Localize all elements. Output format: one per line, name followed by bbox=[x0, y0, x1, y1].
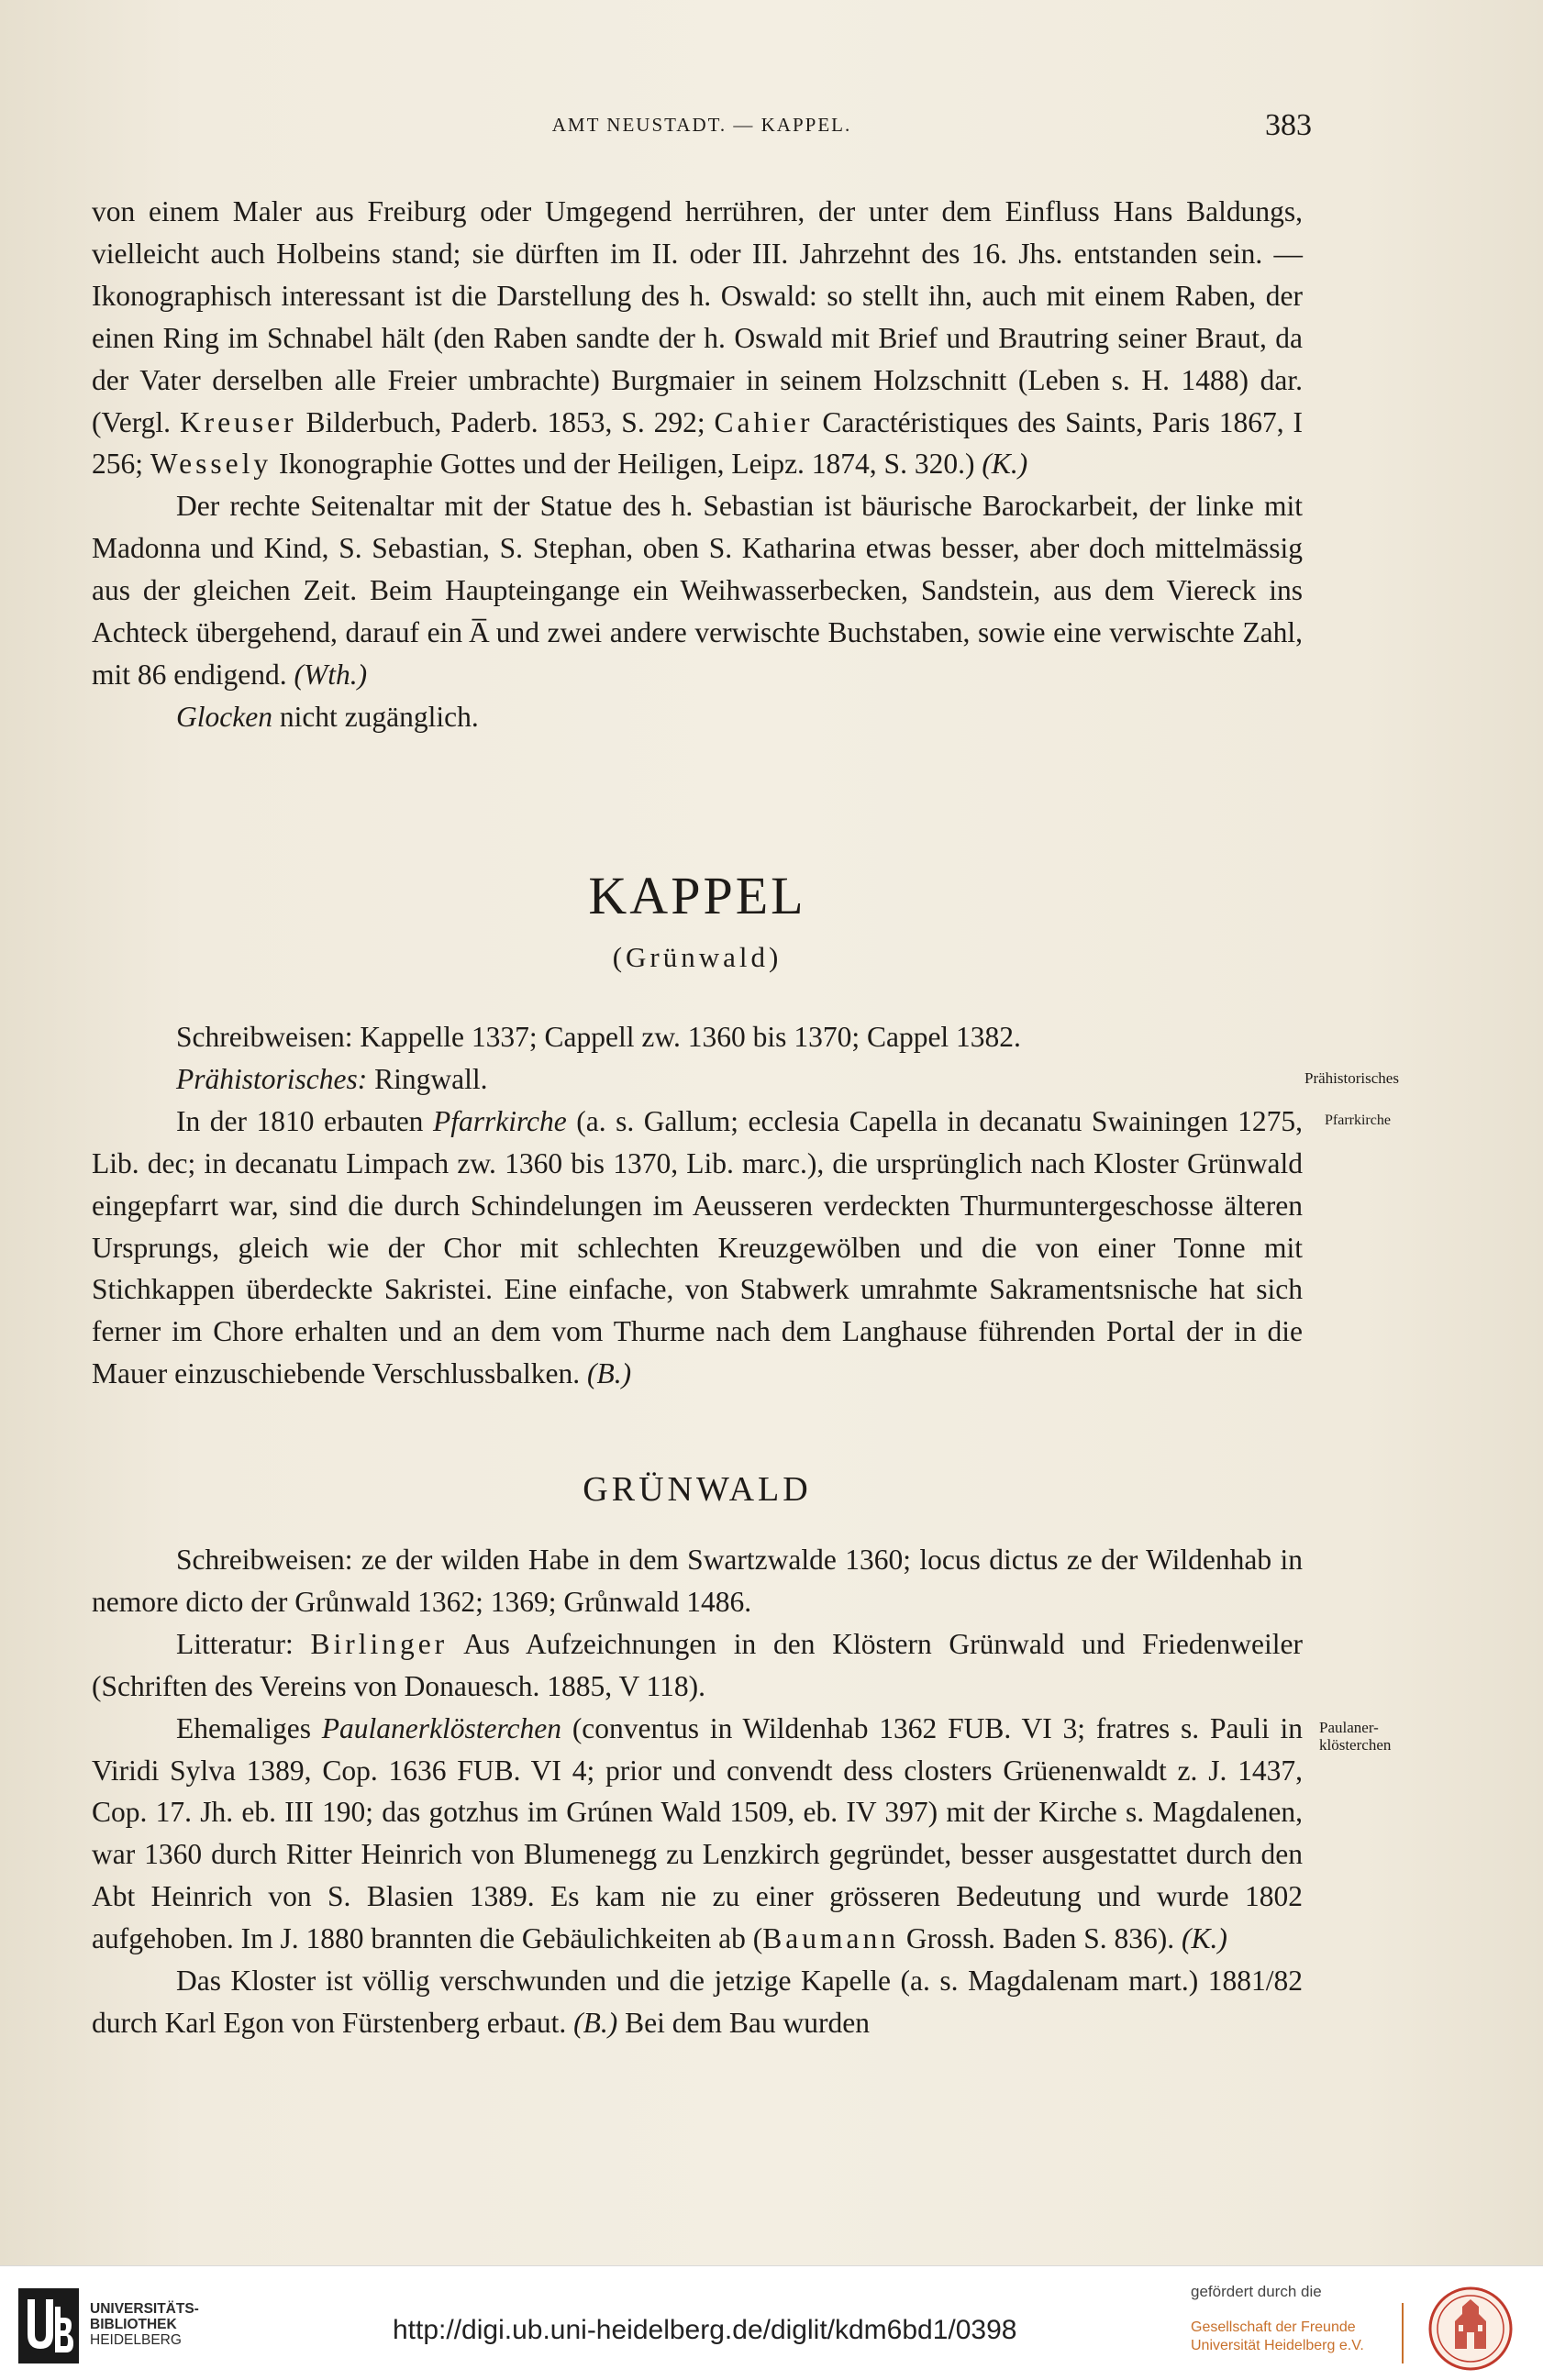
page-number: 383 bbox=[1265, 108, 1312, 142]
running-title: AMT NEUSTADT. — KAPPEL. bbox=[551, 114, 852, 136]
author-cahier: Cahier bbox=[714, 405, 814, 438]
university-library-logo-icon bbox=[18, 2288, 79, 2363]
paragraph-praehistorisches: Prähistorisches: Ringwall. bbox=[176, 1062, 488, 1095]
margin-note-pfarrkirche: Pfarrkirche bbox=[1325, 1113, 1391, 1128]
permalink-url[interactable]: http://digi.ub.uni-heidelberg.de/diglit/kdm6bd1/0398 bbox=[393, 2315, 1017, 2345]
paragraph-pfarrkirche: In der 1810 erbauten Pfarrkirche (a. s. Gallum; ecclesia Capella in decanatu Swainingen 1275, Lib. dec; in decanatu Limpach zw. 1360 bis 1370, Lib. marc.), die ursprünglich nach Kloster Grünwald eingepfarrt war, sind die durch Schindelungen im Aeusseren verdeckten Thurmuntergeschosse älteren Ursprungs, gleich wie der Chor mit schlechten Kreuzgewölben und die von einer Tonne mit Stichkappen überdeckte Sakristei. Eine einfache, von Stabwerk umrahmte Sakramentsnische hat sich ferner im Chore erhalten und an dem vom Thurme nach dem Langhause führenden Portal der in die Mauer einzuschiebende Verschlussbalken. (B.) bbox=[92, 1104, 1303, 1390]
paragraph-paulanerkloesterchen: Ehemaliges Paulanerklösterchen (conventus in Wildenhab 1362 FUB. VI 3; fratres s. Pauli in Viridi Sylva 1389, Cop. 1636 FUB. VI 4; prior und convendt dess closters Grüenenwaldt z. J. 1437, Cop. 17. Jh. eb. III 190; das gotzhus im Grúnen Wald 1509, eb. IV 397) mit der Kirche s. Magdalenen, war 1360 durch Ritter Heinrich von Blumenegg zu Lenzkirch gegründet, besser ausgestattet durch den Abt Heinrich von S. Blasien 1389. Es kam nie zu einer grösseren Bedeutung und wurde 1802 aufgehoben. Im J. 1880 brannten die Gebäulichkeiten ab (Baumann Grossh. Baden S. 836). (K.) bbox=[92, 1711, 1304, 1955]
paragraph-schreibweisen: Schreibweisen: Kappelle 1337; Cappell zw. 1360 bis 1370; Cappel 1382. bbox=[176, 1021, 1021, 1053]
section-title-kappel: KAPPEL bbox=[588, 866, 806, 925]
paragraph-glocken: Glocken nicht zugänglich. bbox=[176, 700, 479, 733]
footer-divider bbox=[1402, 2303, 1404, 2363]
symbol-a: A̅ bbox=[469, 616, 489, 649]
text-block-gruenwald bbox=[92, 1539, 1303, 2044]
university-seal-icon bbox=[1420, 2285, 1521, 2373]
signature-b2: (B.) bbox=[573, 2006, 618, 2039]
paragraph-seitenaltar: Der rechte Seitenaltar mit der Statue des h. Sebastian ist bäurische Barockarbeit, der linke mit Madonna und Kind, S. Sebastian, S. Stephan, oben S. Katharina etwas besser, aber doch mittelmässig aus der gleichen Zeit. Beim Haupteingange ein Weihwasserbecken, Sandstein, aus dem Viereck ins Achteck übergehend, darauf ein A̅ und zwei andere verwischte Buchstaben, sowie eine verwischte Zahl, mit 86 endigend. (Wth.) bbox=[92, 490, 1303, 691]
paragraph-litteratur: Litteratur: Birlinger Aus Aufzeichnungen in den Klöstern Grünwald und Friedenweiler (Schriften des Vereins von Donauesch. 1885, V 118). bbox=[92, 1627, 1304, 1702]
author-birlinger: Birlinger bbox=[310, 1627, 449, 1660]
author-kreuser: Kreuser bbox=[179, 405, 297, 438]
signature-wth: (Wth.) bbox=[294, 658, 368, 691]
section-subtitle-gruenwald: (Grünwald) bbox=[612, 941, 783, 973]
sponsor-name: Gesellschaft der Freunde Universität Heidelberg e.V. bbox=[1191, 2319, 1364, 2353]
footer-bar bbox=[0, 2265, 1543, 2380]
running-header bbox=[92, 108, 1312, 145]
paragraph-schreibweisen-gruenwald: Schreibweisen: ze der wilden Habe in dem Swartzwalde 1360; locus dictus ze der Wildenhab in nemore dicto der Grůnwald 1362; 1369; Grůnwald 1486. bbox=[92, 1544, 1303, 1618]
author-baumann: Baumann bbox=[762, 1922, 899, 1955]
text-block-kappel bbox=[92, 1016, 1303, 1395]
paragraph-continuation: von einem Maler aus Freiburg oder Umgegend herrühren, der unter dem Einfluss Hans Baldungs, vielleicht auch Holbeins stand; sie dürften im II. oder III. Jahrzehnt des 16. Jhs. entstanden sein. — Ikonographisch interessant ist die Darstellung des h. Oswald: so stellt ihn, auch mit einem Raben, der einen Ring im Schnabel hält (den Raben sandte der h. Oswald mit Brief und Brautring seiner Braut, da der Vater derselben alle Freier umbrachte) Burgmaier in seinem Holzschnitt (Leben s. H. 1488) dar. (Vergl. Kreuser Bilderbuch, Paderb. 1853, S. 292; Cahier Caractéristiques des Saints, Paris 1867, I 256; Wessely Ikonographie Gottes und der Heiligen, Leipz. 1874, S. 320.) (K.) bbox=[92, 195, 1304, 481]
margin-note-praehistorisches: Prähistorisches bbox=[1304, 1069, 1399, 1087]
signature-k: (K.) bbox=[982, 448, 1028, 481]
sponsor-label: gefördert durch die bbox=[1191, 2283, 1322, 2300]
section-title-gruenwald: GRÜNWALD bbox=[583, 1470, 812, 1509]
signature-k2: (K.) bbox=[1182, 1922, 1227, 1955]
university-library-name: UNIVERSITÄTS- BIBLIOTHEK HEIDELBERG bbox=[90, 2301, 199, 2348]
signature-b: (B.) bbox=[587, 1357, 632, 1390]
margin-note-paulaner: Paulaner- klösterchen bbox=[1319, 1719, 1392, 1754]
paragraph-kloster: Das Kloster ist völlig verschwunden und die jetzige Kapelle (a. s. Magdalenam mart.) 1881/82 durch Karl Egon von Fürstenberg erbaut. (B.) Bei dem Bau wurden bbox=[92, 1965, 1303, 2039]
text-block-top bbox=[92, 191, 1303, 738]
author-wessely: Wessely bbox=[150, 448, 272, 481]
